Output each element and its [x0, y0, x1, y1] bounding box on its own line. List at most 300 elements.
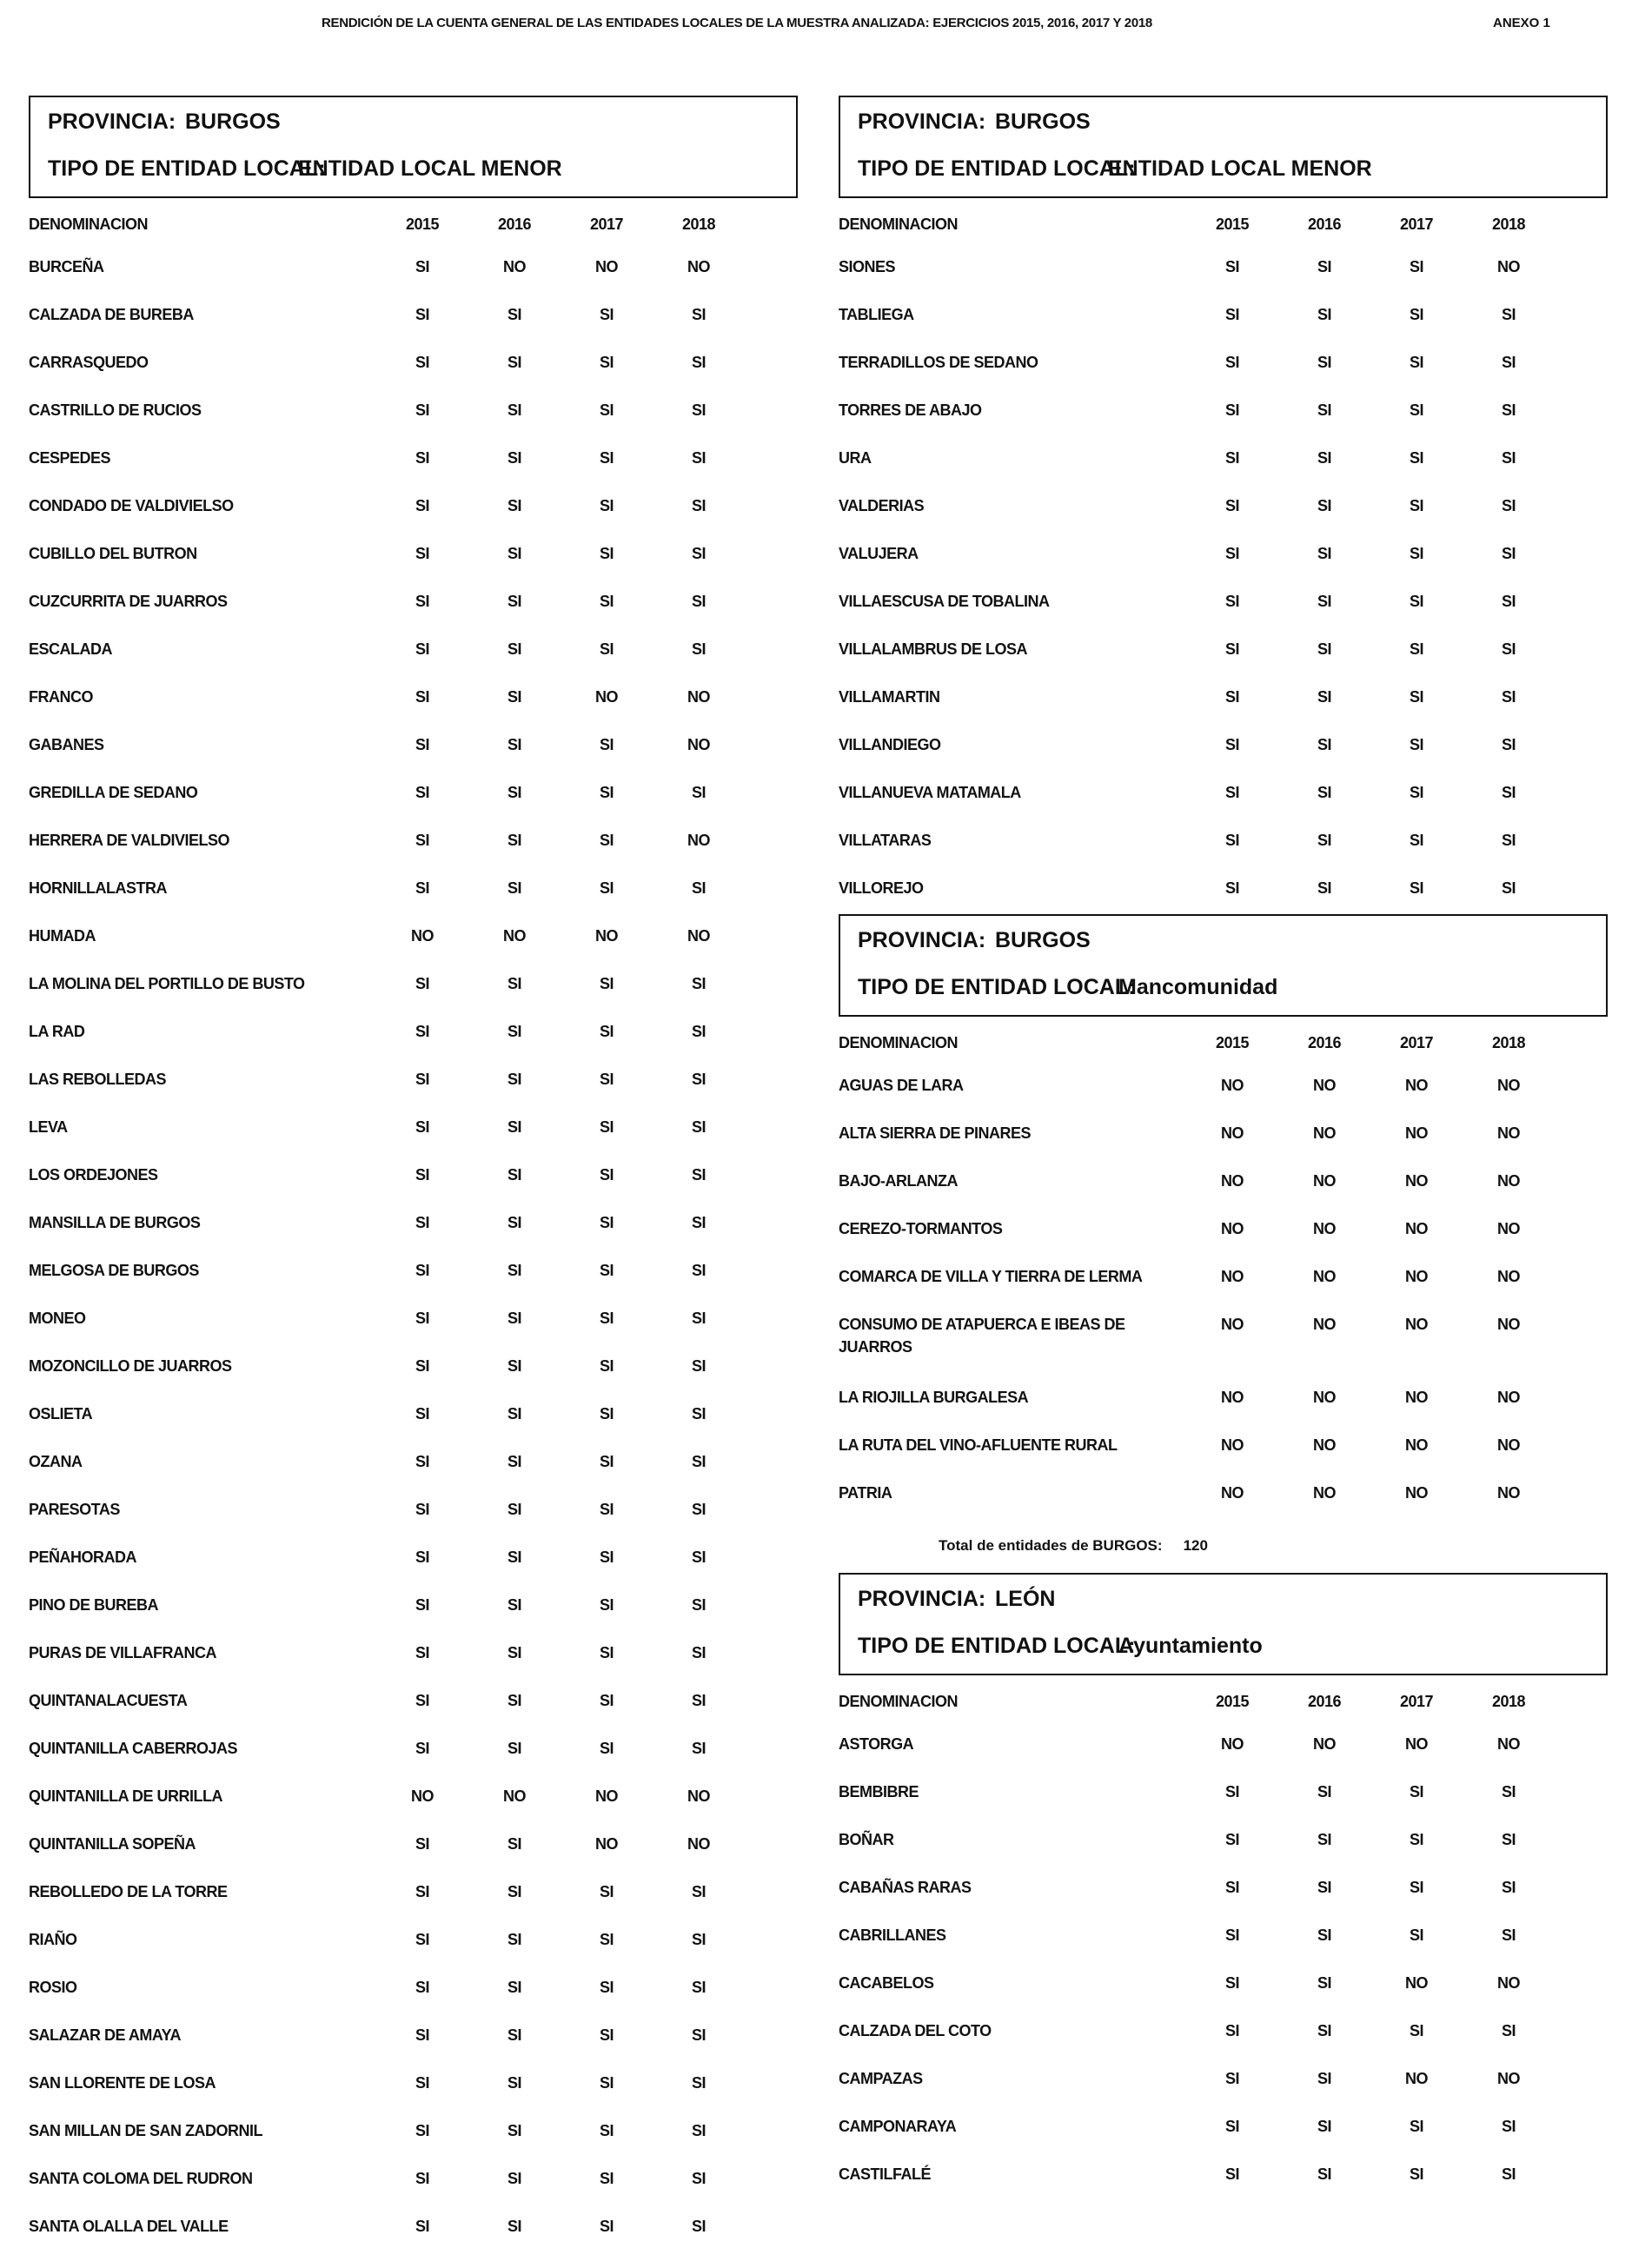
entity-name: QUINTANILLA CABERROJAS: [29, 1740, 237, 1757]
status-2015: SI: [1224, 1926, 1239, 1944]
entity-name: MONEO: [29, 1310, 86, 1327]
status-2016: SI: [507, 1883, 521, 1900]
status-2016: SI: [507, 832, 521, 849]
status-2018: SI: [691, 1405, 706, 1422]
status-2015: SI: [415, 2026, 429, 2044]
status-2018: NO: [1497, 2070, 1520, 2087]
status-2018: SI: [691, 1501, 706, 1518]
entity-name: CUBILLO DEL BUTRON: [29, 545, 197, 562]
status-2018: NO: [1497, 1389, 1520, 1406]
status-2017: NO: [595, 1787, 618, 1805]
status-2016: SI: [507, 2170, 521, 2187]
status-2016: SI: [507, 1692, 521, 1709]
status-2017: SI: [1409, 688, 1423, 706]
entity-table: [29, 203, 798, 2252]
status-2015: SI: [1224, 688, 1239, 706]
status-2015: SI: [415, 736, 429, 753]
column-header-2017: 2017: [1399, 1693, 1434, 1710]
status-2015: SI: [415, 640, 429, 658]
entity-name: AGUAS DE LARA: [839, 1077, 964, 1094]
status-2015: SI: [1224, 354, 1239, 371]
entity-name: BAJO-ARLANZA: [839, 1172, 958, 1190]
status-2018: SI: [691, 1692, 706, 1709]
status-2017: SI: [1409, 354, 1423, 371]
entity-name: VILLANUEVA MATAMALA: [839, 784, 1021, 801]
tipo-value: ENTIDAD LOCAL MENOR: [1108, 156, 1372, 181]
table-row: [29, 2109, 798, 2157]
table-row: [839, 1111, 1608, 1159]
status-2018: SI: [691, 975, 706, 992]
status-2015: SI: [1224, 2070, 1239, 2087]
status-2017: SI: [599, 449, 614, 467]
status-2018: SI: [1501, 1831, 1516, 1848]
status-2018: NO: [687, 1787, 710, 1805]
status-2015: SI: [415, 593, 429, 610]
table-row: [839, 866, 1608, 914]
status-2017: NO: [595, 258, 618, 275]
table-row: [839, 1770, 1608, 1818]
status-2016: NO: [1313, 1316, 1336, 1333]
table-row: [29, 771, 798, 819]
provincia-value: BURGOS: [995, 109, 1091, 134]
entity-name: CALZADA DEL COTO: [839, 2022, 992, 2039]
table-row: [29, 388, 798, 436]
status-2018: SI: [691, 1166, 706, 1184]
entity-name: CALZADA DE BUREBA: [29, 306, 194, 323]
entity-name: SAN LLORENTE DE LOSA: [29, 2074, 216, 2092]
status-2016: SI: [1317, 2070, 1331, 2087]
status-2017: SI: [599, 1596, 614, 1614]
status-2016: NO: [1313, 1436, 1336, 1454]
status-2018: SI: [691, 593, 706, 610]
status-2015: NO: [1221, 1124, 1244, 1142]
column-header-2016: 2016: [497, 216, 532, 233]
table-row: [839, 580, 1608, 627]
table-row: [29, 1727, 798, 1774]
status-2017: NO: [1405, 1389, 1428, 1406]
entity-name: CEREZO-TORMANTOS: [839, 1220, 1003, 1237]
status-2018: SI: [1501, 354, 1516, 371]
entity-name: RIAÑO: [29, 1931, 77, 1948]
provincia-line: [48, 106, 281, 137]
entity-name: MOZONCILLO DE JUARROS: [29, 1357, 232, 1375]
status-2015: SI: [1224, 879, 1239, 897]
status-2016: NO: [1313, 1220, 1336, 1237]
table-row: [839, 627, 1608, 675]
table-row: [839, 2152, 1608, 2200]
table-row: [29, 580, 798, 627]
provincia-label: PROVINCIA:: [858, 928, 986, 952]
total-line: [839, 1519, 1608, 1573]
status-2015: SI: [415, 1596, 429, 1614]
status-2018: SI: [1501, 2118, 1516, 2135]
entity-name: TABLIEGA: [839, 306, 914, 323]
provincia-line: [858, 1583, 1056, 1615]
entity-name: FRANCO: [29, 688, 93, 706]
status-2016: SI: [507, 879, 521, 897]
status-2018: SI: [691, 306, 706, 323]
entity-name: ALTA SIERRA DE PINARES: [839, 1124, 1032, 1142]
table-row: [29, 1153, 798, 1201]
status-2015: SI: [1224, 593, 1239, 610]
status-2018: NO: [1497, 1316, 1520, 1333]
entity-name: CAMPAZAS: [839, 2070, 923, 2087]
status-2017: SI: [599, 1931, 614, 1948]
tipo-label: TIPO DE ENTIDAD LOCAL:: [858, 1634, 1136, 1658]
status-2018: SI: [691, 1883, 706, 1900]
annex-label: ANEXO 1: [1493, 16, 1550, 30]
entity-name: PATRIA: [839, 1484, 892, 1502]
status-2015: SI: [415, 2170, 429, 2187]
status-2015: SI: [415, 1118, 429, 1136]
status-2015: SI: [415, 306, 429, 323]
status-2017: SI: [1409, 2118, 1423, 2135]
table-row: [839, 1159, 1608, 1207]
status-2017: SI: [1409, 449, 1423, 467]
status-2018: SI: [691, 1071, 706, 1088]
entity-name: CONDADO DE VALDIVIELSO: [29, 497, 234, 514]
status-2015: SI: [415, 1931, 429, 1948]
entity-name: CABAÑAS RARAS: [839, 1879, 972, 1896]
entity-name: BURCEÑA: [29, 258, 104, 275]
status-2017: NO: [595, 688, 618, 706]
status-2017: SI: [599, 1262, 614, 1279]
table-row: [839, 771, 1608, 819]
status-2017: NO: [1405, 1484, 1428, 1502]
entity-name: VILLANDIEGO: [839, 736, 941, 753]
entity-name: GABANES: [29, 736, 104, 753]
table-row: [839, 1376, 1608, 1423]
entity-name: VILLAMARTIN: [839, 688, 940, 706]
status-2016: SI: [1317, 688, 1331, 706]
status-2017: NO: [595, 927, 618, 945]
table-row: [29, 1966, 798, 2013]
table-row: [839, 1207, 1608, 1255]
section-header-box: [29, 96, 798, 198]
status-2018: NO: [1497, 258, 1520, 275]
entity-name: BOÑAR: [839, 1831, 894, 1848]
table-row: [29, 1201, 798, 1249]
status-2018: SI: [1501, 401, 1516, 419]
entity-name: SALAZAR DE AMAYA: [29, 2026, 182, 2044]
column-header-2018: 2018: [1491, 216, 1526, 233]
table-row: [839, 2009, 1608, 2057]
status-2018: SI: [1501, 688, 1516, 706]
status-2015: SI: [1224, 545, 1239, 562]
column-header-2017: 2017: [1399, 216, 1434, 233]
status-2017: SI: [599, 1883, 614, 1900]
status-2017: SI: [1409, 879, 1423, 897]
status-2017: SI: [1409, 258, 1423, 275]
status-2015: SI: [415, 1357, 429, 1375]
entity-name: COMARCA DE VILLA Y TIERRA DE LERMA: [839, 1268, 1143, 1285]
status-2015: SI: [415, 1835, 429, 1853]
status-2015: SI: [415, 1023, 429, 1040]
status-2017: SI: [599, 832, 614, 849]
status-2018: NO: [687, 1835, 710, 1853]
status-2017: SI: [599, 545, 614, 562]
column-header-2018: 2018: [1491, 1034, 1526, 1051]
entity-name: CASTILFALÉ: [839, 2165, 931, 2183]
status-2018: SI: [1501, 879, 1516, 897]
table-row: [29, 1918, 798, 1966]
table-row: [839, 2057, 1608, 2105]
status-2016: SI: [507, 1835, 521, 1853]
status-2015: SI: [415, 1501, 429, 1518]
table-row: [29, 723, 798, 771]
status-2015: SI: [415, 1405, 429, 1422]
status-2016: SI: [1317, 306, 1331, 323]
status-2016: SI: [507, 688, 521, 706]
status-2018: SI: [1501, 1879, 1516, 1896]
status-2015: SI: [415, 449, 429, 467]
table-row: [29, 341, 798, 388]
status-2017: SI: [1409, 306, 1423, 323]
entity-name: LA RIOJILLA BURGALESA: [839, 1389, 1029, 1406]
column-header-denominacion: DENOMINACION: [839, 216, 958, 233]
entity-name: CAMPONARAYA: [839, 2118, 957, 2135]
entity-name: GREDILLA DE SEDANO: [29, 784, 198, 801]
status-2015: SI: [415, 832, 429, 849]
tipo-value: ENTIDAD LOCAL MENOR: [298, 156, 562, 181]
column-header-2017: 2017: [589, 216, 624, 233]
status-2016: SI: [507, 593, 521, 610]
status-2017: SI: [1409, 2165, 1423, 2183]
total-value: 120: [1183, 1537, 1208, 1554]
right-column: [839, 96, 1608, 2200]
table-row: [29, 436, 798, 484]
table-row: [29, 819, 798, 866]
status-2015: SI: [1224, 497, 1239, 514]
status-2015: NO: [1221, 1172, 1244, 1190]
entity-name: VALDERIAS: [839, 497, 925, 514]
status-2017: SI: [599, 1548, 614, 1566]
status-2017: SI: [1409, 1879, 1423, 1896]
status-2016: SI: [1317, 640, 1331, 658]
table-row: [29, 484, 798, 532]
status-2017: SI: [1409, 1831, 1423, 1848]
status-2015: SI: [1224, 1974, 1239, 1992]
status-2018: SI: [691, 879, 706, 897]
status-2017: SI: [1409, 784, 1423, 801]
table-row: [839, 1913, 1608, 1961]
status-2017: SI: [599, 1166, 614, 1184]
status-2016: SI: [1317, 354, 1331, 371]
entity-name: CASTRILLO DE RUCIOS: [29, 401, 202, 419]
status-2016: SI: [1317, 2165, 1331, 2183]
document-title: RENDICIÓN DE LA CUENTA GENERAL DE LAS ENTIDADES LOCALES DE LA MUESTRA ANALIZADA: EJERCICIOS 2015, 2016, 2017 Y 2018: [322, 16, 1152, 30]
status-2018: SI: [1501, 449, 1516, 467]
status-2017: SI: [599, 1357, 614, 1375]
entity-name: QUINTANALACUESTA: [29, 1692, 188, 1709]
status-2018: NO: [687, 736, 710, 753]
tipo-line: [858, 972, 1278, 1003]
tipo-line: [858, 153, 1372, 184]
status-2015: SI: [415, 1453, 429, 1470]
tipo-label: TIPO DE ENTIDAD LOCAL:: [858, 156, 1136, 181]
column-header-2018: 2018: [1491, 1693, 1526, 1710]
status-2015: NO: [1221, 1268, 1244, 1285]
table-row: [29, 2157, 798, 2205]
status-2018: SI: [691, 1357, 706, 1375]
status-2017: SI: [599, 1453, 614, 1470]
entity-name: SANTA OLALLA DEL VALLE: [29, 2218, 229, 2235]
table-row: [839, 819, 1608, 866]
provincia-label: PROVINCIA:: [858, 109, 986, 134]
status-2016: SI: [1317, 1831, 1331, 1848]
status-2018: SI: [691, 1596, 706, 1614]
status-2017: SI: [1409, 832, 1423, 849]
status-2016: SI: [507, 401, 521, 419]
table-row: [29, 1870, 798, 1918]
status-2016: SI: [1317, 545, 1331, 562]
status-2018: NO: [1497, 1484, 1520, 1502]
status-2018: SI: [691, 1979, 706, 1996]
table-row: [29, 675, 798, 723]
status-2016: SI: [507, 1596, 521, 1614]
status-2017: SI: [599, 975, 614, 992]
status-2015: SI: [1224, 258, 1239, 275]
status-2016: SI: [507, 1118, 521, 1136]
status-2015: SI: [415, 1979, 429, 1996]
entity-name: LA RUTA DEL VINO-AFLUENTE RURAL: [839, 1436, 1118, 1454]
entity-name: PURAS DE VILLAFRANCA: [29, 1644, 217, 1661]
status-2016: SI: [507, 497, 521, 514]
status-2015: SI: [415, 1644, 429, 1661]
status-2018: SI: [691, 449, 706, 467]
status-2016: SI: [1317, 2118, 1331, 2135]
entity-name: BEMBIBRE: [839, 1783, 919, 1800]
status-2015: SI: [415, 1883, 429, 1900]
status-2018: SI: [691, 401, 706, 419]
status-2016: SI: [507, 1214, 521, 1231]
entity-section: [29, 96, 798, 2252]
status-2015: SI: [415, 1548, 429, 1566]
status-2016: SI: [1317, 258, 1331, 275]
table-row: [839, 2105, 1608, 2152]
table-header-row: [839, 1022, 1608, 1064]
table-row: [29, 627, 798, 675]
status-2015: SI: [415, 688, 429, 706]
status-2017: SI: [599, 1118, 614, 1136]
status-2015: SI: [1224, 2118, 1239, 2135]
status-2016: SI: [1317, 1926, 1331, 1944]
status-2018: SI: [1501, 736, 1516, 753]
status-2017: SI: [599, 2170, 614, 2187]
status-2018: NO: [1497, 1974, 1520, 1992]
column-header-2018: 2018: [681, 216, 716, 233]
status-2015: SI: [1224, 1879, 1239, 1896]
status-2017: SI: [599, 640, 614, 658]
status-2018: SI: [691, 1310, 706, 1327]
status-2018: NO: [1497, 1172, 1520, 1190]
status-2018: SI: [1501, 2165, 1516, 2183]
status-2016: SI: [1317, 1974, 1331, 1992]
status-2015: SI: [1224, 401, 1239, 419]
status-2017: SI: [599, 354, 614, 371]
status-2015: SI: [415, 1310, 429, 1327]
status-2018: SI: [1501, 1926, 1516, 1944]
status-2015: SI: [415, 1071, 429, 1088]
status-2018: NO: [687, 688, 710, 706]
status-2015: SI: [415, 1166, 429, 1184]
status-2016: SI: [507, 306, 521, 323]
status-2015: SI: [1224, 784, 1239, 801]
status-2017: SI: [1409, 401, 1423, 419]
entity-name: URA: [839, 449, 872, 467]
status-2018: SI: [691, 2026, 706, 2044]
column-header-denominacion: DENOMINACION: [29, 216, 148, 233]
status-2016: SI: [1317, 832, 1331, 849]
status-2016: SI: [507, 1979, 521, 1996]
status-2015: SI: [415, 784, 429, 801]
status-2016: SI: [1317, 2022, 1331, 2039]
status-2016: SI: [507, 1023, 521, 1040]
status-2015: SI: [1224, 306, 1239, 323]
status-2017: SI: [599, 2122, 614, 2139]
entity-name: ROSIO: [29, 1979, 77, 1996]
status-2015: SI: [1224, 1783, 1239, 1800]
status-2018: SI: [1501, 306, 1516, 323]
provincia-value: BURGOS: [995, 928, 1091, 952]
table-header-row: [839, 1681, 1608, 1722]
status-2015: SI: [415, 401, 429, 419]
section-header-box: [839, 96, 1608, 198]
status-2016: SI: [507, 2074, 521, 2092]
entity-name: ESCALADA: [29, 640, 113, 658]
status-2015: SI: [415, 354, 429, 371]
status-2016: SI: [507, 1310, 521, 1327]
status-2015: SI: [1224, 2022, 1239, 2039]
status-2016: NO: [1313, 1077, 1336, 1094]
status-2018: SI: [1501, 497, 1516, 514]
table-row: [29, 1440, 798, 1488]
status-2017: SI: [599, 1979, 614, 1996]
status-2016: SI: [507, 736, 521, 753]
status-2018: SI: [691, 784, 706, 801]
status-2017: SI: [599, 2026, 614, 2044]
status-2017: SI: [1409, 497, 1423, 514]
table-row: [839, 1818, 1608, 1866]
status-2016: NO: [1313, 1172, 1336, 1190]
tipo-value: Ayuntamiento: [1118, 1634, 1263, 1658]
status-2018: SI: [1501, 2022, 1516, 2039]
entity-name: CARRASQUEDO: [29, 354, 149, 371]
status-2015: SI: [1224, 640, 1239, 658]
provincia-value: LEÓN: [995, 1587, 1056, 1611]
status-2017: NO: [1405, 1172, 1428, 1190]
status-2017: SI: [599, 1740, 614, 1757]
status-2015: NO: [1221, 1316, 1244, 1333]
column-header-2017: 2017: [1399, 1034, 1434, 1051]
status-2017: SI: [1409, 545, 1423, 562]
status-2015: SI: [1224, 736, 1239, 753]
status-2018: NO: [1497, 1735, 1520, 1753]
entity-name: VILLOREJO: [839, 879, 924, 897]
entity-name: OSLIETA: [29, 1405, 93, 1422]
table-row: [839, 1471, 1608, 1519]
status-2015: NO: [1221, 1077, 1244, 1094]
column-header-2016: 2016: [1307, 216, 1342, 233]
status-2016: SI: [1317, 401, 1331, 419]
entity-name: MANSILLA DE BURGOS: [29, 1214, 201, 1231]
status-2017: NO: [1405, 1974, 1428, 1992]
status-2016: NO: [1313, 1268, 1336, 1285]
status-2016: SI: [507, 1166, 521, 1184]
status-2018: SI: [1501, 832, 1516, 849]
status-2017: NO: [1405, 2070, 1428, 2087]
entity-name: CABRILLANES: [839, 1926, 946, 1944]
